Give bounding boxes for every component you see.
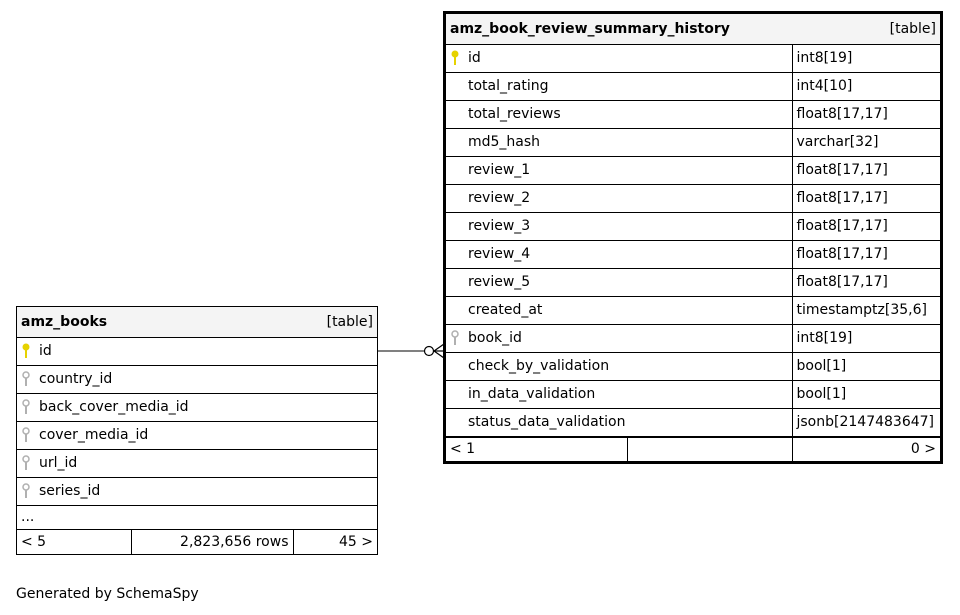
column-row[interactable]	[17, 365, 377, 393]
column-row[interactable]	[446, 128, 940, 156]
column-name: check_by_validation	[468, 358, 610, 374]
column-row[interactable]	[446, 268, 940, 296]
foreign-key-icon	[450, 330, 468, 346]
column-row[interactable]	[17, 421, 377, 449]
row-count: 2,823,656 rows	[131, 530, 293, 554]
column-type: bool[1]	[792, 380, 940, 408]
column-type: int4[10]	[792, 72, 940, 100]
column-type: timestamptz[35,6]	[792, 296, 940, 324]
foreign-key-icon	[21, 427, 39, 443]
column-name: review_1	[468, 162, 531, 178]
table-type-label: [table]	[889, 20, 937, 37]
table-amz-books[interactable]	[16, 306, 378, 555]
foreign-key-icon	[21, 371, 39, 387]
column-type: float8[17,17]	[792, 184, 940, 212]
column-name: id	[468, 50, 481, 66]
column-row[interactable]	[446, 408, 940, 436]
table-type-label: [table]	[326, 313, 373, 330]
generated-by-text: Generated by SchemaSpy	[16, 586, 199, 602]
column-name: review_3	[468, 218, 531, 234]
column-type: float8[17,17]	[792, 100, 940, 128]
column-type: int8[19]	[792, 324, 940, 352]
column-name: review_2	[468, 190, 531, 206]
more-columns-row	[17, 505, 377, 529]
column-type: float8[17,17]	[792, 156, 940, 184]
column-name: md5_hash	[468, 134, 541, 150]
primary-key-icon	[21, 343, 39, 359]
column-name: total_reviews	[468, 106, 561, 122]
children-count[interactable]: 0 >	[792, 437, 940, 461]
column-row[interactable]	[446, 212, 940, 240]
column-name: series_id	[39, 483, 101, 499]
column-name: book_id	[468, 330, 522, 346]
foreign-key-icon	[21, 399, 39, 415]
table-footer	[446, 437, 940, 461]
column-type: float8[17,17]	[792, 268, 940, 296]
column-row[interactable]	[446, 324, 940, 352]
column-row[interactable]	[446, 44, 940, 72]
column-name: status_data_validation	[468, 414, 626, 430]
column-row[interactable]	[446, 296, 940, 324]
column-name: review_5	[468, 274, 531, 290]
column-row[interactable]	[446, 240, 940, 268]
parents-count[interactable]: < 1	[446, 437, 627, 461]
table-header	[17, 307, 377, 337]
column-name: id	[39, 343, 52, 359]
ellipsis: ...	[17, 505, 377, 529]
table-header	[446, 14, 940, 44]
column-name: url_id	[39, 455, 78, 471]
table-amz-book-review-summary-history[interactable]	[443, 11, 943, 464]
column-name: back_cover_media_id	[39, 399, 189, 415]
column-row[interactable]	[446, 100, 940, 128]
column-row[interactable]	[17, 477, 377, 505]
primary-key-icon	[450, 50, 468, 66]
table-name: amz_books	[21, 313, 108, 330]
column-name: cover_media_id	[39, 427, 149, 443]
column-type: bool[1]	[792, 352, 940, 380]
table-footer	[17, 530, 377, 554]
table-name: amz_book_review_summary_history	[450, 20, 730, 37]
column-name: country_id	[39, 371, 113, 387]
row-count	[627, 437, 792, 461]
column-row[interactable]	[17, 449, 377, 477]
column-name: in_data_validation	[468, 386, 596, 402]
column-type: int8[19]	[792, 44, 940, 72]
foreign-key-icon	[21, 455, 39, 471]
column-row[interactable]	[446, 156, 940, 184]
column-name: total_rating	[468, 78, 549, 94]
column-type: float8[17,17]	[792, 240, 940, 268]
column-type: float8[17,17]	[792, 212, 940, 240]
column-row[interactable]	[446, 184, 940, 212]
column-row[interactable]	[446, 72, 940, 100]
column-type: jsonb[2147483647]	[792, 408, 940, 436]
column-name: review_4	[468, 246, 531, 262]
children-count[interactable]: 45 >	[293, 530, 377, 554]
column-type: varchar[32]	[792, 128, 940, 156]
column-row[interactable]	[17, 337, 377, 365]
column-row[interactable]	[446, 352, 940, 380]
foreign-key-icon	[21, 483, 39, 499]
parents-count[interactable]: < 5	[17, 530, 131, 554]
column-row[interactable]	[17, 393, 377, 421]
column-name: created_at	[468, 302, 543, 318]
column-row[interactable]	[446, 380, 940, 408]
relationship-connector	[378, 340, 446, 362]
